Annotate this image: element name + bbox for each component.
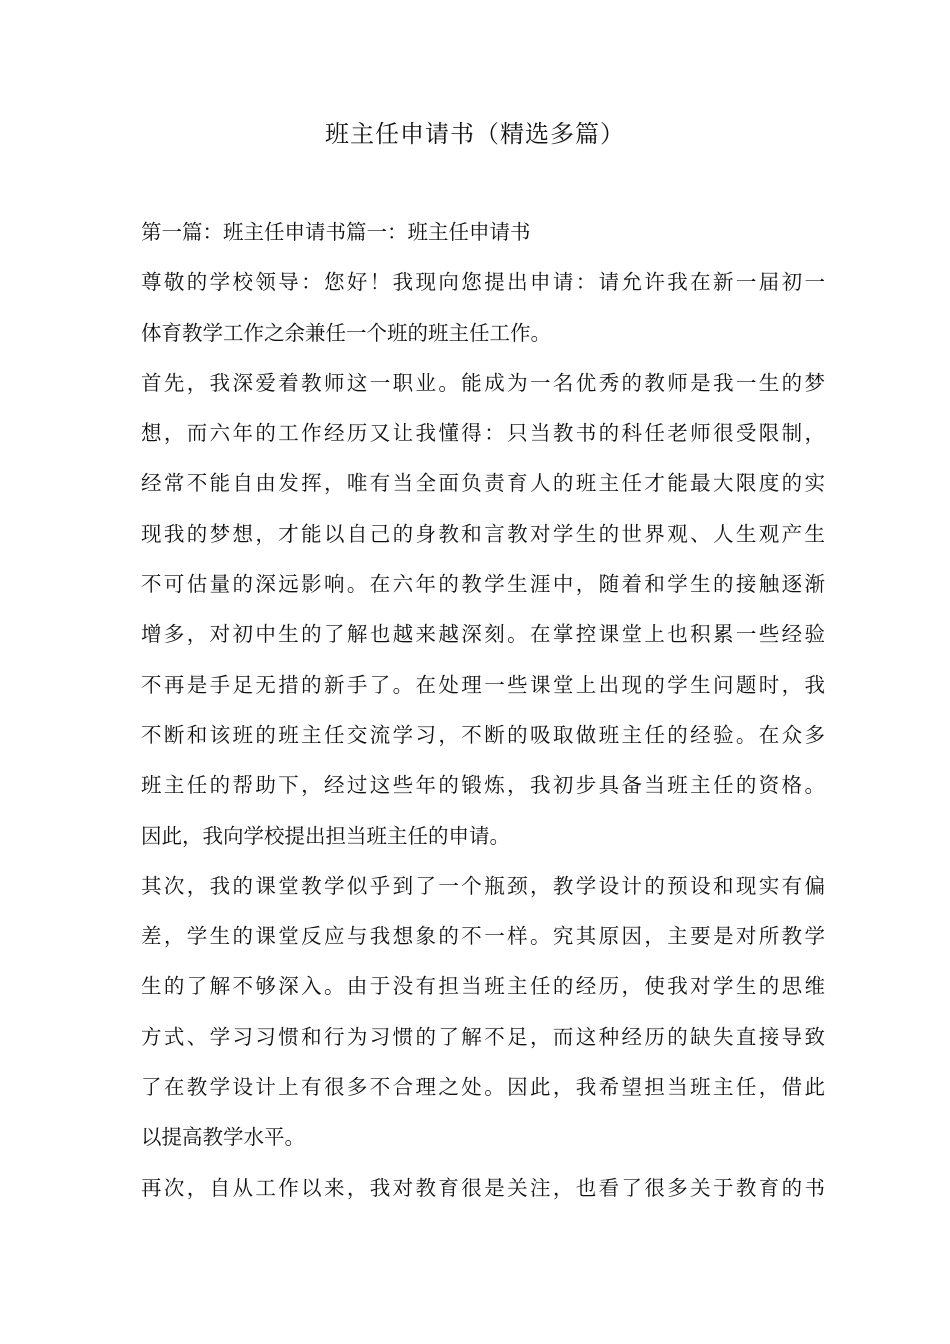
body-line: 不断和该班的班主任交流学习，不断的吸取做班主任的经验。在众多	[141, 722, 825, 747]
body-line: 再次，自从工作以来，我对教育很是关注，也看了很多关于教育的书	[141, 1175, 825, 1200]
body-line: 增多，对初中生的了解也越来越深刻。在掌控课堂上也积累一些经验	[141, 622, 825, 647]
body-line: 现我的梦想，才能以自己的身教和言教对学生的世界观、人生观产生	[141, 521, 825, 546]
body-line: 不再是手足无措的新手了。在处理一些课堂上出现的学生问题时，我	[141, 672, 825, 697]
body-line: 了在教学设计上有很多不合理之处。因此，我希望担当班主任，借此	[141, 1075, 825, 1100]
body-line: 生的了解不够深入。由于没有担当班主任的经历，使我对学生的思维	[141, 974, 825, 999]
body-line: 方式、学习习惯和行为习惯的了解不足，而这种经历的缺失直接导致	[141, 1024, 825, 1049]
body-line: 因此，我向学校提出担当班主任的申请。	[141, 823, 510, 848]
document-title: 班主任申请书（精选多篇）	[325, 120, 625, 148]
body-line: 班主任的帮助下，经过这些年的锻炼，我初步具备当班主任的资格。	[141, 773, 825, 798]
body-line: 差，学生的课堂反应与我想象的不一样。究其原因，主要是对所教学	[141, 924, 825, 949]
body-line: 首先，我深爱着教师这一职业。能成为一名优秀的教师是我一生的梦	[141, 370, 825, 395]
body-line: 经常不能自由发挥，唯有当全面负责育人的班主任才能最大限度的实	[141, 471, 825, 496]
body-line: 以提高教学水平。	[141, 1125, 305, 1150]
body-line: 其次，我的课堂教学似乎到了一个瓶颈，教学设计的预设和现实有偏	[141, 873, 825, 898]
body-line: 尊敬的学校领导：您好！我现向您提出申请：请允许我在新一届初一	[141, 270, 825, 295]
body-line: 第一篇：班主任申请书篇一：班主任申请书	[141, 220, 531, 244]
body-line: 想，而六年的工作经历又让我懂得：只当教书的科任老师很受限制，	[141, 421, 825, 446]
body-line: 体育教学工作之余兼任一个班的班主任工作。	[141, 320, 551, 345]
document-body	[141, 207, 825, 1213]
body-line: 不可估量的深远影响。在六年的教学生涯中，随着和学生的接触逐渐	[141, 572, 825, 597]
